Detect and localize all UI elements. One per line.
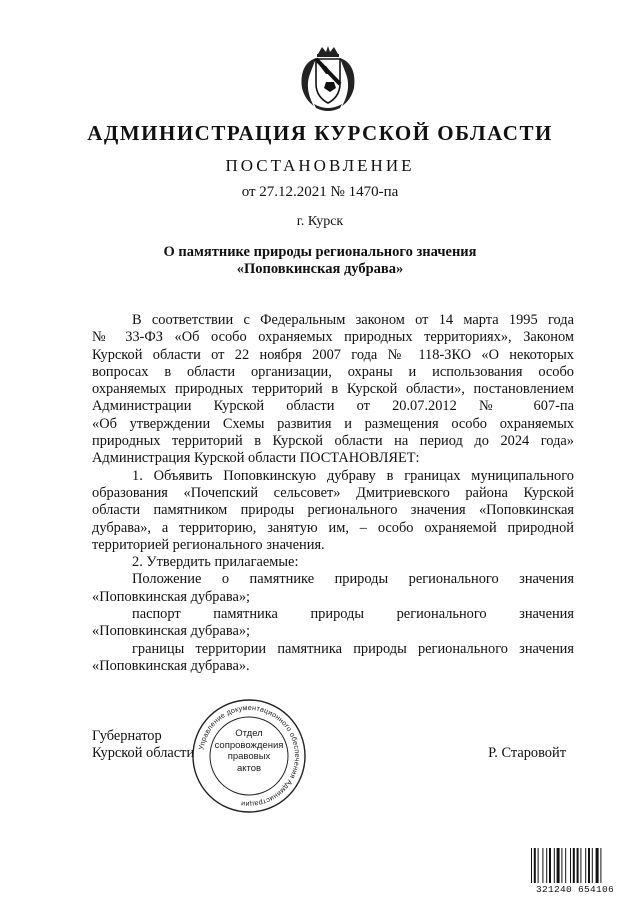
body-line: Администрация Курской области ПОСТАНОВЛЯЕТ: (92, 450, 420, 467)
body-line: природных территорий в Курской области на период до 2024 года» (92, 433, 574, 450)
document-type: ПОСТАНОВЛЕНИЕ (225, 156, 415, 175)
coat-of-arms-icon (296, 44, 360, 112)
document-heading (0, 244, 640, 278)
body-line: Курской области от 22 ноября 2007 года № 118-ЗКО «О некоторых (92, 346, 574, 363)
body-line: № 33-ФЗ «Об особо охраняемых природных территориях», Законом (92, 329, 574, 346)
stamp-line: Отдел (235, 728, 263, 739)
barcode-icon (530, 848, 620, 888)
body-line: 2. Утвердить прилагаемые: (132, 554, 299, 571)
signatory-title (92, 728, 194, 763)
signatory-title-line: Губернатор (92, 728, 162, 744)
barcode-number: 321240 654106 (535, 884, 614, 895)
body-line: В соответствии с Федеральным законом от 14 марта 1995 года (132, 312, 574, 328)
body-line: 1. Объявить Поповкинскую дубраву в границах муниципального (132, 467, 574, 484)
body-line: образования «Почепский сельсовет» Дмитриевского района Курской (92, 484, 574, 501)
body-line: вопросах в области организации, охраны и использования особо (92, 363, 574, 380)
body-line: паспорт памятника природы регионального значения (132, 606, 574, 623)
body-line: «Поповкинская дубрава»; (92, 588, 251, 605)
body-line: Администрации Курской области от 20.07.2012 № 607-па (92, 398, 574, 415)
stamp-line: сопровождения (214, 739, 284, 751)
body-line: границы территории памятника природы регионального значения (132, 640, 574, 657)
stamp-center-text (206, 728, 292, 774)
heading-line: «Поповкинская дубрава» (236, 261, 404, 277)
body-line: области памятником природы регионального значения «Поповкинская (92, 502, 574, 519)
body-line: дубрава», а территорию, занятую им, – особо охраняемой природной (92, 519, 574, 536)
body-line: охраняемых природных территорий в Курской области», постановлением (92, 381, 574, 398)
document-body (92, 312, 574, 675)
body-line: «Поповкинская дубрава». (92, 657, 250, 674)
body-line: территорией регионального значения. (92, 536, 325, 553)
signatory-title-line: Курской области (92, 745, 195, 762)
stamp-ring-text: Управление документационного обеспечения Администрации (196, 702, 303, 810)
document-date-number: от 27.12.2021 № 1470-па (241, 184, 399, 200)
heading-line: О памятнике природы регионального значения (163, 244, 477, 260)
body-line: «Об утверждении Схемы развития и размещения особо охраняемых (92, 415, 574, 432)
body-line: Положение о памятнике природы регионального значения (132, 571, 574, 588)
body-line: «Поповкинская дубрава»; (92, 623, 251, 640)
organization-title: АДМИНИСТРАЦИЯ КУРСКОЙ ОБЛАСТИ (87, 121, 553, 145)
signatory-name: Р. Старовойт (488, 745, 566, 761)
stamp-line: актов (236, 762, 262, 774)
document-city: г. Курск (296, 214, 344, 229)
stamp-line: правовых (227, 751, 271, 762)
